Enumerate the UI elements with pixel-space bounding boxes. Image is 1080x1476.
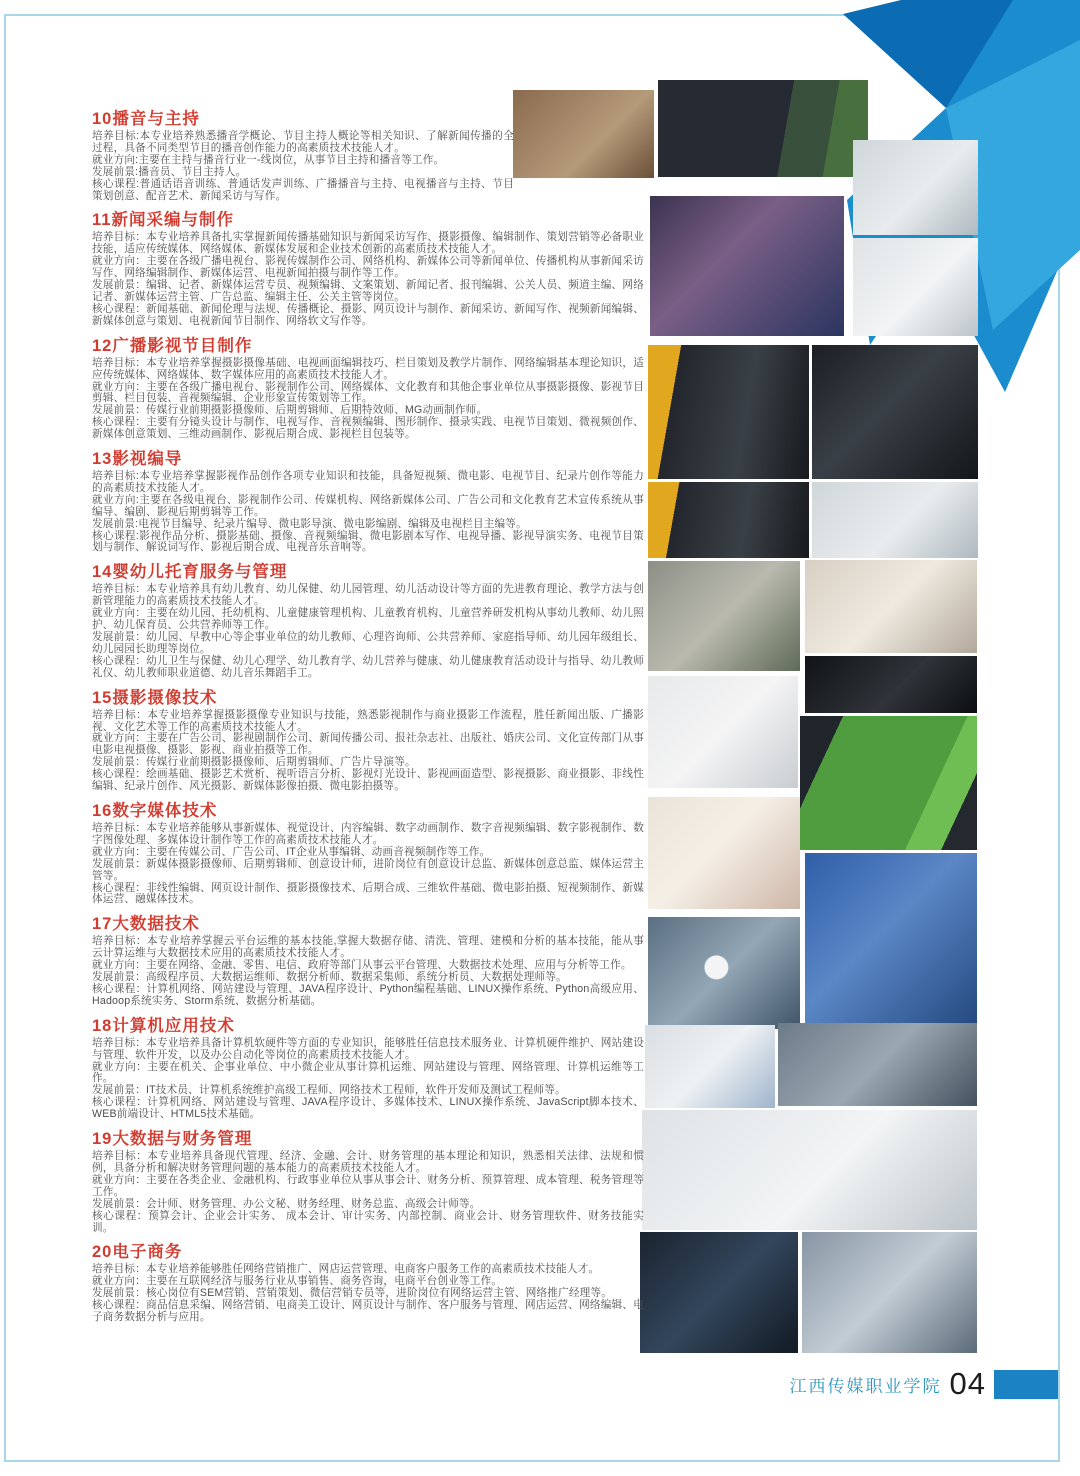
- school-name: 江西传媒职业学院: [789, 1376, 942, 1396]
- major-section: [92, 110, 514, 202]
- major-section: [92, 915, 644, 1007]
- major-item: 培养目标：本专业培养能够胜任网络营销推广、网店运营管理、电商客户服务工作的高素质技术技能人才。: [92, 1263, 600, 1276]
- major-item-label: 发展前景：: [92, 1197, 146, 1210]
- major-item-label: 核心课程:: [92, 529, 140, 542]
- major-item: 发展前景：传媒行业前期摄影摄像师、后期剪辑师、后期特效师、MG动画制作师。: [92, 404, 488, 417]
- major-item: 核心课程：商品信息采编、网络营销、电商美工设计、网页设计与制作、客户服务与管理、网店运营、网络编辑、电子商务数据分析与应用。: [92, 1299, 644, 1324]
- photo-dance-rehearsal: [648, 797, 800, 909]
- major-item: 就业方向：主要在各级广播电视台、影视传媒制作公司、网络机构、新媒体公司等新闻单位、传播机构从事新闻采访写作、网络编辑制作、新媒体运营、电视新闻拍摄与制作等工作。: [92, 255, 644, 280]
- major-item: 核心课程：计算机网络、网站建设与管理、JAVA程序设计、Python编程基础、LINUX操作系统、Python高级应用、Hadoop系统实务、Storm系统、数据分析基础。: [92, 982, 645, 1007]
- major-title: 15摄影摄像技术: [92, 688, 218, 707]
- major-item: 核心课程：主要有分镜头设计与制作、电视写作、音视频编辑、图形制作、摄录实践、电视节目策划、微视频创作、新媒体创意策划、三维动画制作、影视后期合成、影视栏目包装等。: [92, 416, 644, 441]
- major-item-label: 就业方向：: [92, 732, 147, 745]
- photo-drone-flight: [648, 917, 800, 1029]
- major-item-label: 就业方向:: [92, 493, 140, 506]
- major-title: 20电子商务: [92, 1243, 183, 1262]
- photo-computer-lab-dark: [640, 1232, 798, 1353]
- photo-blue-curtain-studio: [805, 853, 977, 1028]
- major-item-label: 发展前景：: [92, 857, 147, 870]
- major-item-label: 培养目标:: [92, 130, 140, 142]
- major-section: [92, 450, 644, 554]
- major-item-label: 培养目标：: [92, 231, 147, 244]
- major-item-label: 培养目标：: [92, 935, 147, 948]
- major-item: 培养目标：本专业培养掌握摄影摄像专业知识与技能，熟悉影视制作与商业摄影工作流程，胜任新闻出版、广播影视、文化艺术等工作的高素质技术技能人才。: [92, 708, 645, 733]
- major-item: 就业方向:主要在主持与播音行业一-线岗位，从事节目主持和播音等工作。: [92, 153, 445, 166]
- page-footer: [790, 1366, 1058, 1402]
- major-item-label: 就业方向：: [92, 1275, 146, 1288]
- major-item: 就业方向：主要在各级广播电视台、影视制作公司、网络媒体、文化教育和其他企事业单位从事摄影摄像、影视节目剪辑、栏目包装、音视频编辑、企业形象宣传策划等工作。: [92, 380, 644, 405]
- major-item-label: 发展前景：: [92, 971, 146, 984]
- major-item: 发展前景：传媒行业前期摄影摄像师、后期剪辑师、广告片导演等。: [92, 756, 416, 769]
- major-item: 核心课程:普通话语音训练、普通话发声训练、广播播音与主持、电视播音与主持、节目策划创意、配音艺术、新闻采访与写作。: [92, 177, 514, 202]
- major-item-label: 培养目标：: [92, 708, 148, 721]
- major-item-label: 培养目标：: [92, 821, 147, 834]
- photo-lecture-classroom: [642, 1110, 977, 1230]
- major-title: 18计算机应用技术: [92, 1016, 235, 1035]
- major-item-label: 发展前景:: [92, 517, 139, 530]
- major-section: [92, 1017, 644, 1121]
- major-item: 就业方向：主要在幼儿园、托幼机构、儿童健康管理机构、儿童教育机构、儿童营养研发机构从事幼儿教师、幼儿照护、幼儿保育员、公共营养师等工作。: [92, 607, 644, 632]
- major-section: [92, 337, 644, 441]
- photo-cameraman-yellow-bottom: [648, 482, 809, 558]
- major-title: 14婴幼儿托育服务与管理: [92, 563, 288, 582]
- major-item: 就业方向:主要在各级电视台、影视制作公司、传媒机构、网络新媒体公司、广告公司和文化教育艺术宣传系统从事编导、编剧、影视后期剪辑等工作。: [92, 493, 644, 518]
- major-item-label: 核心课程:: [92, 177, 140, 190]
- major-item: 培养目标:本专业培养掌握影视作品创作各项专业知识和技能，具备短视频、微电影、电视节目、纪录片创作等能力的高素质技术技能人才。: [92, 470, 644, 494]
- photo-studio-recording-group: [658, 80, 868, 177]
- major-item: 发展前景：新媒体摄影摄像师、后期剪辑师、创意设计师，进阶岗位有创意设计总监、新媒体创意总监、媒体运营主管等。: [92, 857, 644, 882]
- page-number: 04: [949, 1366, 986, 1401]
- major-item-label: 发展前景：: [92, 1287, 146, 1300]
- major-item-label: 培养目标：: [92, 356, 147, 369]
- major-section: [92, 211, 644, 327]
- major-item: 培养目标：本专业培养具备现代管理、经济、金融、会计、财务管理的基本理论和知识，熟悉相关法律、法规和惯例，具备分析和解决财务管理问题的基本能力的高素质技术技能人才。: [92, 1150, 645, 1174]
- major-item: 培养目标：本专业培养掌握云平台运维的基本技能,掌握大数据存储、清洗、管理、建模和分析的基本技能，能从事云计算运维与大数据技术应用的高素质技术技能人才。: [92, 935, 645, 960]
- major-item-label: 就业方向：: [92, 1060, 148, 1073]
- photo-equipment-room: [778, 1023, 977, 1106]
- majors-column: [92, 110, 644, 1333]
- major-item-label: 培养目标：: [92, 1036, 147, 1049]
- major-item-label: 发展前景：: [92, 756, 146, 769]
- major-item: 就业方向：主要在广告公司、影视剧制作公司、新闻传播公司、报社杂志社、出版社、婚庆公司、文化宣传部门从事电影电视摄像、摄影、影视、商业拍摄等工作。: [92, 732, 644, 757]
- major-item-label: 发展前景：: [92, 631, 147, 643]
- major-item-label: 就业方向：: [92, 959, 146, 972]
- major-title: 10播音与主持: [92, 110, 200, 128]
- major-item: 培养目标：本专业培养掌握摄影摄像基础、电视画面编辑技巧、栏目策划及教学片制作、网络编辑基本理论知识，适应传统媒体、网络媒体、数字媒体应用的高素质技术技能人才。: [92, 356, 644, 381]
- major-section: [92, 1243, 644, 1324]
- photo-cameraman-yellow-top: [648, 345, 809, 479]
- major-item-label: 核心课程：: [92, 982, 147, 995]
- major-item: 核心课程：绘画基础、摄影艺术赏析、视听语言分析、影视灯光设计、影视画面造型、影视摄影、商业摄影、非线性编辑、纪录片创作、风光摄影、新媒体影像拍摄、微电影拍摄等。: [92, 768, 644, 793]
- photo-green-screen-studio: [800, 716, 977, 850]
- major-item: 核心课程：预算会计、企业会计实务、 成本会计、审计实务、内部控制、商业会计、财务管理软件、财务技能实训。: [92, 1209, 644, 1234]
- major-item-label: 核心课程：: [92, 1299, 147, 1312]
- major-item-label: 核心课程：: [92, 881, 147, 894]
- major-item: 核心课程:影视作品分析、摄影基础、摄像、音视频编辑、微电影剧本写作、电视导播、影视导演实务、电视节目策划与制作、解说词写作、影视后期合成、电视音乐音响等。: [92, 529, 644, 554]
- major-item-label: 就业方向：: [92, 845, 146, 858]
- major-item-label: 核心课程：: [92, 416, 147, 429]
- major-item: 核心课程：幼儿卫生与保健、幼儿心理学、幼儿教育学、幼儿营养与健康、幼儿健康教育活动设计与指导、幼儿教师礼仪、幼儿教师职业道德、幼儿音乐舞蹈手工。: [92, 654, 644, 679]
- major-item: 培养目标：本专业培养能够从事新媒体、视觉设计、内容编辑、数字动画制作、数字音视频编辑、数字影视制作、数字图像处理、多媒体设计制作等工作的高素质技术技能人才。: [92, 821, 644, 846]
- major-item: 核心课程：新闻基础、新闻伦理与法规、传播概论、摄影、网页设计与制作、新闻采访、新闻写作、视频新闻编辑、新媒体创意与策划、电视新闻节目制作、网络软文写作等。: [92, 302, 644, 327]
- photo-cameraman-right-top: [812, 345, 978, 479]
- major-item: 发展前景：编辑、记者、新媒体运营专员、视频编辑、文案策划、新闻记者、报刊编辑、公关人员、频道主编、网络记者、新媒体运营主管、广告总监、编辑主任、公关主管等岗位。: [92, 279, 644, 303]
- major-item-label: 培养目标：: [92, 1150, 148, 1163]
- major-item-label: 发展前景：: [92, 404, 146, 417]
- footer-accent-bar: [994, 1370, 1058, 1399]
- major-item-label: 就业方向：: [92, 1173, 147, 1186]
- major-title: 11新闻采编与制作: [92, 211, 234, 230]
- major-item-label: 就业方向:: [92, 153, 139, 166]
- major-item: 发展前景:播音员、节目主持人。: [92, 165, 247, 178]
- photo-computer-classroom: [853, 140, 978, 235]
- major-title: 17大数据技术: [92, 915, 200, 934]
- photo-interior-shoot-set: [805, 560, 977, 653]
- major-item: 就业方向：主要在互联网经济与服务行业从事销售、商务咨询，电商平台创业等工作。: [92, 1275, 503, 1288]
- major-item-label: 核心课程：: [92, 1096, 148, 1109]
- major-item: 发展前景：幼儿园、早教中心等企事业单位的幼儿教师、心理咨询师、公共营养师、家庭指导师、幼儿园年级组长、幼儿园园长助理等岗位。: [92, 631, 644, 655]
- photo-indoor-filming-hall: [648, 676, 798, 788]
- major-item-label: 发展前景：: [92, 279, 147, 292]
- major-item: 就业方向：主要在机关、企事业单位、中小微企业从事计算机运维、网站建设与管理、网络管理、计算机运维等工作。: [92, 1060, 645, 1085]
- major-item-label: 就业方向：: [92, 255, 147, 268]
- major-item-label: 核心课程：: [92, 654, 147, 667]
- major-item: 核心课程：计算机网络、网站建设与管理、JAVA程序设计、多媒体技术、LINUX操作系统、JavaScript脚本技术、WEB前端设计、HTML5技术基础。: [92, 1096, 644, 1121]
- major-section: [92, 802, 644, 906]
- major-item: 就业方向：主要在各类企业、金融机构、行政事业单位从事从事会计、财务分析、预算管理、成本管理、税务管理等工作。: [92, 1173, 644, 1198]
- major-item-label: 核心课程：: [92, 1209, 149, 1222]
- major-section: [92, 1130, 644, 1234]
- photo-group-study-room: [853, 238, 978, 336]
- major-item: 发展前景：会计师、财务管理、办公文秘、财务经理、财务总监、高级会计师等。: [92, 1197, 481, 1210]
- photo-tv-studio-audience: [650, 196, 844, 336]
- major-item-label: 核心课程：: [92, 768, 147, 781]
- major-section: [92, 689, 644, 793]
- major-item: 发展前景：核心岗位有SEM营销、营销策划、微信营销专员等，进阶岗位有网络运营主管、网络推广经理等。: [92, 1287, 613, 1300]
- major-item: 发展前景:电视节目编导、纪录片编导、微电影导演、微电影编剧、编辑及电视栏目主编等。: [92, 517, 527, 530]
- major-item-label: 培养目标：: [92, 1263, 146, 1276]
- major-item: 就业方向：主要在传媒公司、广告公司、IT企业从事编辑、动画音视频制作等工作。: [92, 845, 491, 858]
- major-section: [92, 563, 644, 679]
- major-item-label: 就业方向：: [92, 380, 147, 393]
- major-item: 培养目标：本专业培养具备扎实掌握新闻传播基础知识与新闻采访写作、摄影摄像、编辑制作、策划营销等必备职业技能，适应传统媒体、网络媒体、新媒体发展和企业技术创新的高素质技术技能人才。: [92, 231, 644, 256]
- major-title: 19大数据与财务管理: [92, 1130, 253, 1149]
- photo-equipment-training: [645, 1025, 775, 1108]
- photo-dark-studio-scene: [805, 656, 977, 713]
- major-item: 培养目标:本专业培养熟悉播音学概论、节目主持人概论等相关知识、了解新闻传播的全过程，具备不同类型节目的播音创作能力的高素质技术技能人才。: [92, 130, 514, 154]
- major-item-label: 发展前景:: [92, 165, 139, 178]
- major-item-label: 培养目标:: [92, 470, 140, 483]
- major-item: 发展前景：IT技术员、计算机系统维护高级工程师、网络技术工程师，软件开发师及测试工程师等。: [92, 1084, 566, 1097]
- major-item: 培养目标：本专业培养具备计算机软硬件等方面的专业知识，能够胜任信息技术服务业、计算机硬件维护、网站建设与管理、软件开发，以及办公自动化等岗位的高素质技术技能人才。: [92, 1036, 644, 1061]
- photo-location-filming: [648, 561, 800, 671]
- photo-computer-lab-teaching: [802, 1232, 977, 1353]
- major-item: 培养目标：本专业培养具有幼儿教育、幼儿保健、幼儿园管理、幼儿活动设计等方面的先进教育理论、教学方法与创新管理能力的高素质技术技能人才。: [92, 583, 644, 608]
- major-item-label: 发展前景：: [92, 1084, 146, 1097]
- photo-camera-tripod-room: [812, 482, 978, 558]
- major-title: 12广播影视节目制作: [92, 336, 253, 355]
- major-item-label: 培养目标：: [92, 583, 147, 596]
- major-title: 13影视编导: [92, 450, 183, 469]
- major-item: 核心课程：非线性编辑、网页设计制作、摄影摄像技术、后期合成、三维软件基础、微电影拍摄、短视频制作、新媒体运营、融媒体技术。: [92, 881, 644, 906]
- major-item: 就业方向：主要在网络、金融、零售、电信、政府等部门从事云平台管理、大数据技术处理、应用与分析等工作。: [92, 959, 632, 972]
- major-item-label: 核心课程：: [92, 302, 147, 315]
- major-title: 16数字媒体技术: [92, 801, 218, 820]
- major-item-label: 就业方向：: [92, 607, 147, 620]
- major-item: 发展前景：高级程序员、大数据运维师、数据分析师、数据采集师、系统分析员、大数据处理师等。: [92, 971, 567, 984]
